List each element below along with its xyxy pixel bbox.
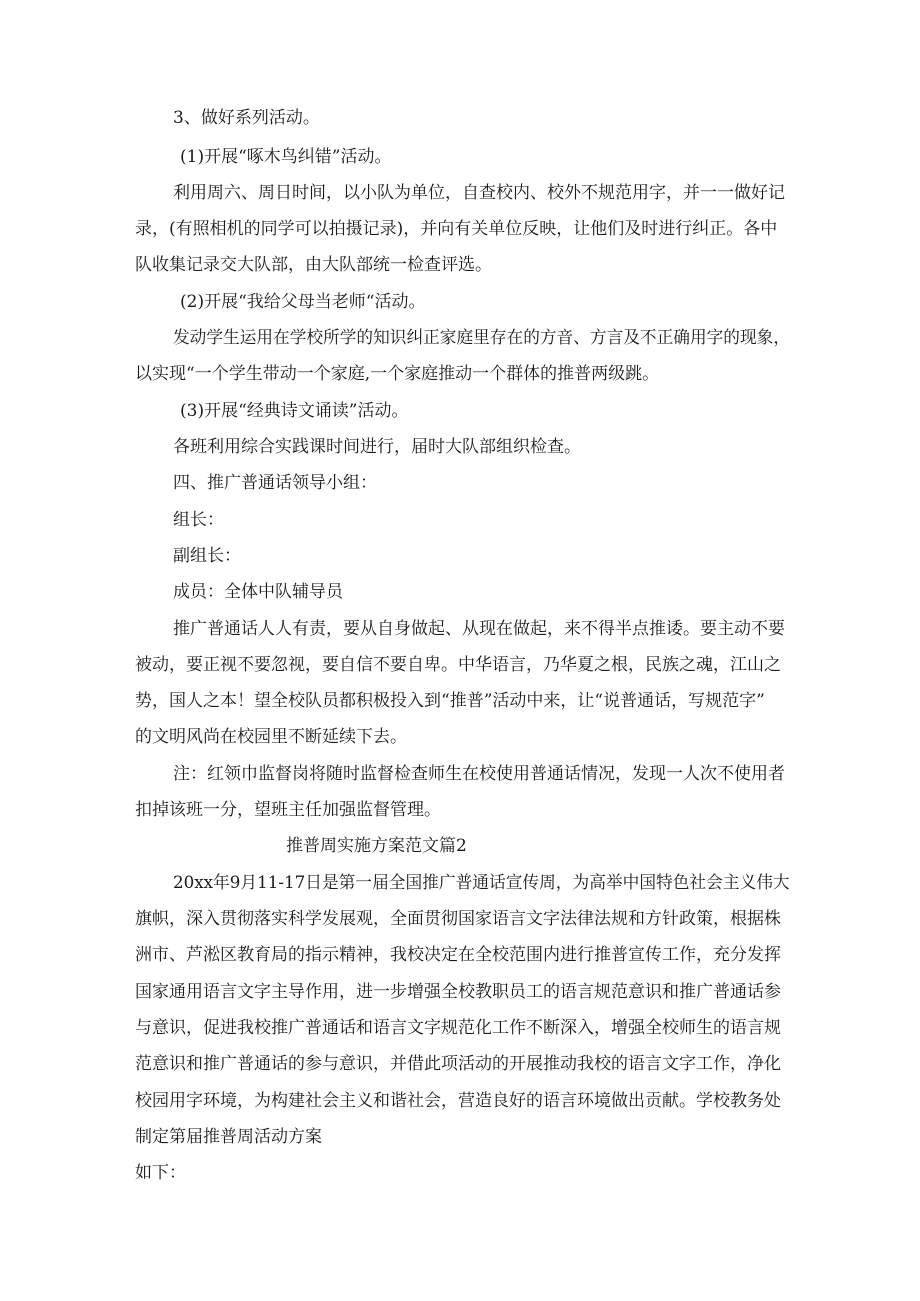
- paragraph-line: 势，国人之本！望全校队员都积极投入到“推普”活动中来，让“说普通话，写规范字”: [135, 691, 765, 711]
- paragraph-line: 组长：: [173, 510, 224, 530]
- paragraph-line: 与意识，促进我校推广普通话和语言文字规范化工作不断深入，增强全校师生的语言规: [135, 1018, 781, 1038]
- section-heading: 四、推广普通话领导小组：: [173, 473, 377, 493]
- paragraph-line: (3)开展“经典诗文诵读”活动。: [180, 401, 409, 421]
- paragraph-line: 注：红领巾监督岗将随时监督检查师生在校使用普通话情况，发现一人次不使用者: [173, 764, 785, 784]
- paragraph-line: (2)开展“我给父母当老师“活动。: [180, 292, 426, 312]
- paragraph-line: 扣掉该班一分，望班主任加强监督管理。: [135, 800, 441, 820]
- paragraph-line: 利用周六、周日时间，以小队为单位，自查校内、校外不规范用字，并一一做好记: [173, 183, 785, 203]
- paragraph-line: 副组长：: [173, 546, 241, 566]
- section-title: 推普周实施方案范文篇2: [286, 836, 467, 856]
- paragraph-line: 发动学生运用在学校所学的知识纠正家庭里存在的方音、方言及不正确用字的现象，: [173, 328, 790, 348]
- paragraph-line: 推广普通话人人有责，要从自身做起、从现在做起，来不得半点推诿。要主动不要: [173, 619, 785, 639]
- paragraph-line: 20xx年9月11-17日是第一届全国推广普通话宣传周，为高举中国特色社会主义伟大: [173, 873, 790, 893]
- paragraph-line: 各班利用综合实践课时间进行，届时大队部组织检查。: [173, 437, 581, 457]
- paragraph-line: 被动，要正视不要忽视，要自信不要自卑。中华语言，乃华夏之根，民族之魂，江山之: [135, 655, 781, 675]
- paragraph-line: 如下：: [135, 1163, 186, 1183]
- paragraph-line: 3、做好系列活动。: [173, 108, 320, 128]
- paragraph-line: 录，(有照相机的同学可以拍摄记录)，并向有关单位反映，让他们及时进行纠正。各中: [135, 219, 778, 239]
- paragraph-line: 的文明风尚在校园里不断延续下去。: [135, 727, 407, 747]
- paragraph-line: 队收集记录交大队部，由大队部统一检查评选。: [135, 255, 492, 275]
- paragraph-line: 以实现“一个学生带动一个家庭,一个家庭推动一个群体的推普两级跳。: [135, 364, 660, 384]
- paragraph-line: 范意识和推广普通话的参与意识，并借此项活动的开展推动我校的语言文字工作，净化: [135, 1054, 781, 1074]
- paragraph-line: 成员：全体中队辅导员: [173, 582, 343, 602]
- paragraph-line: 洲市、芦淞区教育局的指示精神，我校决定在全校范围内进行推普宣传工作，充分发挥: [135, 945, 781, 965]
- paragraph-line: 国家通用语言文字主导作用，进一步增强全校教职员工的语言规范意识和推广普通话参: [135, 982, 781, 1002]
- paragraph-line: (1)开展“啄木鸟纠错”活动。: [180, 147, 392, 167]
- paragraph-line: 校园用字环境，为构建社会主义和谐社会，营造良好的语言环境做出贡献。学校教务处: [135, 1091, 781, 1111]
- paragraph-line: 旗帜，深入贯彻落实科学发展观，全面贯彻国家语言文字法律法规和方针政策，根据株: [135, 909, 781, 929]
- paragraph-line: 制定第届推普周活动方案: [135, 1127, 322, 1147]
